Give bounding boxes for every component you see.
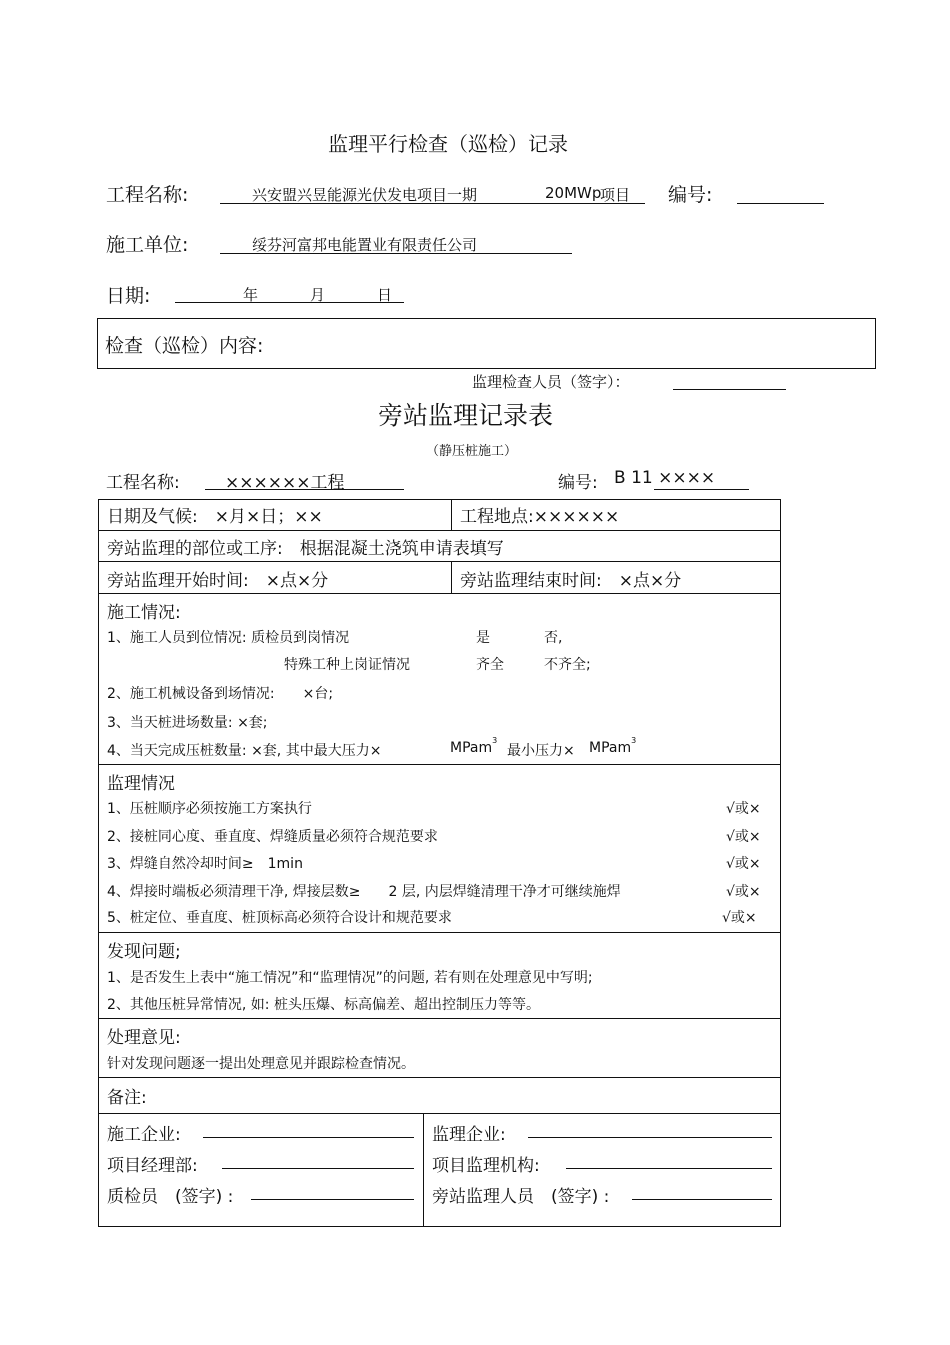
construction-item-1b-yes: 齐全 [476, 657, 504, 673]
table-divider [451, 561, 452, 593]
sign-supervisor-company-label: 监理企业: [432, 1125, 506, 1145]
construction-item-2: 2、施工机械设备到场情况: ×台; [107, 686, 334, 702]
sign-qc-line [251, 1199, 414, 1200]
form-end-time: 旁站监理结束时间: ×点×分 [460, 571, 682, 591]
record-date-year: 年 [243, 286, 259, 304]
construction-item-4-mid: 最小压力× [507, 743, 575, 759]
form-number-underline [654, 489, 749, 490]
construction-item-1: 1、施工人员到位情况: 质检员到岗情况 [107, 630, 350, 646]
record-project-label: 工程名称: [106, 184, 189, 206]
supervision-item: 2、接桩同心度、垂直度、焊缝质量必须符合规范要求 [107, 829, 438, 845]
sign-supervisor-person-label: 旁站监理人员 (签字) : [432, 1187, 610, 1207]
sign-supervisor-person-line [632, 1199, 772, 1200]
supervision-check: √或× [726, 884, 761, 900]
supervision-check: √或× [726, 856, 761, 872]
record-date-month: 月 [310, 286, 326, 304]
record-content-box [97, 318, 876, 369]
record-date-label: 日期: [106, 285, 151, 307]
record-title: 监理平行检查（巡检）记录 [328, 132, 568, 156]
record-unit-label: 施工单位: [106, 234, 189, 256]
form-subtitle: （静压桩施工） [426, 444, 518, 459]
record-project-value-b: 20MWp [545, 184, 602, 202]
supervision-item: 4、焊接时端板必须清理干净, 焊接层数≥ 2 层, 内层焊缝清理干净才可继续施焊 [107, 884, 621, 900]
construction-item-1-no: 否, [544, 630, 563, 646]
form-date-weather: 日期及气候: ×月×日；×× [107, 507, 323, 527]
opinion-text: 针对发现问题逐一提出处理意见并跟踪检查情况。 [107, 1056, 415, 1072]
form-project-underline [205, 489, 404, 490]
table-rule [98, 1113, 781, 1114]
table-divider [423, 1113, 424, 1227]
unit-superscript: 3 [631, 736, 637, 745]
supervision-heading: 监理情况 [107, 774, 175, 794]
supervision-item: 3、焊缝自然冷却时间≥ 1min [107, 856, 303, 872]
table-rule [98, 561, 781, 562]
sign-supervisor-org-label: 项目监理机构: [432, 1156, 540, 1176]
table-rule [98, 764, 781, 765]
sign-manager-line [222, 1168, 414, 1169]
sign-supervisor-company-line [528, 1137, 772, 1138]
construction-item-4-unit-2 [589, 736, 637, 756]
issues-heading: 发现问题; [107, 942, 181, 962]
unit-text: MPam [450, 740, 493, 756]
form-number-value: B 11 ×××× [614, 468, 716, 488]
table-rule [98, 1077, 781, 1078]
record-unit-underline [220, 253, 572, 254]
unit-superscript: 3 [492, 736, 498, 745]
supervision-check: √或× [726, 801, 761, 817]
record-number-field [737, 203, 824, 204]
form-location: 工程地点:×××××× [460, 507, 620, 527]
sign-contractor-label: 施工企业: [107, 1125, 181, 1145]
construction-item-1b: 特殊工种上岗证情况 [284, 657, 410, 673]
record-project-value-c: 项目 [600, 186, 631, 204]
record-content-label: 检查（巡检）内容: [105, 335, 264, 357]
table-divider [451, 499, 452, 530]
form-number-label: 编号: [558, 473, 598, 493]
issues-item-1: 1、是否发生上表中“施工情况”和“监理情况”的问题, 若有则在处理意见中写明; [107, 970, 593, 986]
record-number-label: 编号: [668, 184, 713, 206]
record-date-underline [175, 302, 404, 303]
table-rule [98, 530, 781, 531]
table-rule [98, 932, 781, 933]
table-rule [98, 1018, 781, 1019]
construction-item-1-yes: 是 [476, 630, 490, 646]
form-project-value: ××××××工程 [225, 473, 345, 493]
form-title: 旁站监理记录表 [378, 401, 554, 430]
record-unit-value: 绥芬河富邦电能置业有限责任公司 [252, 236, 478, 254]
sign-supervisor-org-line [566, 1168, 772, 1169]
opinion-heading: 处理意见: [107, 1028, 181, 1048]
sign-manager-label: 项目经理部: [107, 1156, 198, 1176]
table-rule [98, 593, 781, 594]
construction-item-4: 4、当天完成压桩数量: ×套, 其中最大压力× [107, 743, 382, 759]
construction-heading: 施工情况: [107, 603, 181, 623]
unit-text: MPam [589, 740, 632, 756]
record-date-day: 日 [377, 286, 393, 304]
issues-item-2: 2、其他压桩异常情况, 如: 桩头压爆、标高偏差、超出控制压力等等。 [107, 997, 540, 1013]
supervision-item: 1、压桩顺序必须按施工方案执行 [107, 801, 312, 817]
record-project-value-a: 兴安盟兴昱能源光伏发电项目一期 [252, 186, 478, 204]
record-inspector-signature-line [673, 389, 786, 390]
sign-contractor-line [203, 1137, 414, 1138]
form-project-label: 工程名称: [106, 473, 180, 493]
supervision-check: √或× [722, 910, 757, 926]
sign-qc-label: 质检员 (签字) : [107, 1187, 234, 1207]
supervision-check: √或× [726, 829, 761, 845]
record-project-underline [220, 203, 645, 204]
remarks-label: 备注: [107, 1088, 147, 1108]
construction-item-3: 3、当天桩进场数量: ×套; [107, 715, 268, 731]
record-inspector-label: 监理检查人员（签字）： [472, 373, 630, 391]
construction-item-1b-no: 不齐全; [544, 657, 591, 673]
form-start-time: 旁站监理开始时间: ×点×分 [107, 571, 329, 591]
construction-item-4-unit-1 [450, 736, 498, 756]
form-part: 旁站监理的部位或工序: 根据混凝土浇筑申请表填写 [107, 539, 504, 559]
supervision-item: 5、桩定位、垂直度、桩顶标高必须符合设计和规范要求 [107, 910, 452, 926]
